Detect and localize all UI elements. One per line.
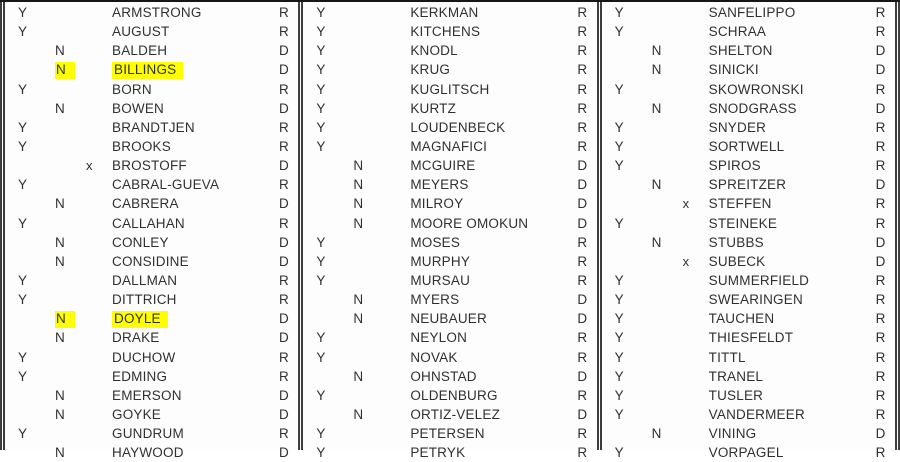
vote-no-cell: N [651, 43, 662, 59]
vote-row [602, 348, 895, 367]
vote-row [602, 290, 895, 309]
vote-row [5, 290, 298, 309]
member-name: MOORE OMOKUN [410, 215, 529, 231]
vote-row [5, 271, 298, 290]
party-cell: D [577, 196, 588, 212]
party-cell: R [875, 24, 886, 40]
party-cell: D [279, 311, 289, 327]
vote-no-cell: N [651, 100, 662, 116]
vote-row [5, 214, 298, 233]
party-cell: R [875, 387, 886, 403]
party-cell: R [279, 273, 289, 289]
party-cell: R [577, 426, 588, 442]
party-cell: R [279, 119, 289, 135]
party-cell: R [279, 5, 289, 21]
party-cell: D [875, 43, 886, 59]
member-name: MURPHY [410, 253, 471, 269]
vote-no-cell: N [55, 445, 65, 461]
vote-row [602, 22, 895, 41]
member-name: BORN [112, 81, 152, 97]
member-name: THIESFELDT [708, 330, 794, 346]
vote-yes-cell: Y [614, 158, 624, 174]
vote-column-1 [0, 2, 298, 461]
party-cell: R [279, 292, 289, 308]
member-name: SINICKI [708, 62, 759, 78]
party-cell: D [875, 426, 886, 442]
member-name: STEFFEN [708, 196, 772, 212]
vote-row [602, 309, 895, 328]
party-cell: D [279, 62, 289, 78]
member-name: KURTZ [410, 100, 457, 116]
vote-row [303, 386, 596, 405]
vote-yes-cell: Y [316, 24, 326, 40]
member-name: SUBECK [708, 253, 766, 269]
vote-row [602, 405, 895, 424]
party-cell: D [279, 407, 289, 423]
party-cell: D [577, 407, 588, 423]
vote-row [5, 99, 298, 118]
vote-row [5, 80, 298, 99]
member-name: KUGLITSCH [410, 81, 490, 97]
party-cell: R [577, 387, 588, 403]
vote-row [5, 41, 298, 60]
vote-row [602, 271, 895, 290]
member-name: BALDEH [112, 43, 168, 59]
vote-row [602, 99, 895, 118]
member-name: SWEARINGEN [708, 292, 803, 308]
vote-row [303, 99, 596, 118]
vote-row [303, 118, 596, 137]
vote-yes-cell: Y [316, 445, 326, 461]
vote-not-voting-cell: x [682, 253, 690, 269]
vote-yes-cell: Y [316, 43, 326, 59]
party-cell: R [279, 81, 289, 97]
highlight-mark: DOYLE [112, 311, 168, 328]
vote-yes-cell: Y [18, 5, 28, 21]
vote-yes-cell: Y [614, 24, 624, 40]
vote-row [5, 156, 298, 175]
member-name: BRANDTJEN [112, 119, 195, 135]
vote-yes-cell: Y [316, 81, 326, 97]
vote-not-voting-cell: x [86, 158, 93, 174]
party-cell: D [279, 43, 289, 59]
party-cell: R [279, 177, 289, 193]
vote-row [602, 80, 895, 99]
vote-row [602, 118, 895, 137]
member-name: GOYKE [112, 407, 162, 423]
party-cell: D [279, 445, 289, 461]
vote-row [5, 194, 298, 213]
vote-row [303, 156, 596, 175]
vote-row [602, 156, 895, 175]
member-name: SNYDER [708, 119, 767, 135]
vote-yes-cell: Y [614, 215, 624, 231]
vote-no-cell: N [55, 407, 65, 423]
vote-no-cell: N [353, 292, 364, 308]
member-name: KERKMAN [410, 5, 479, 21]
vote-row [5, 22, 298, 41]
party-cell: R [577, 330, 588, 346]
party-cell: R [577, 445, 588, 461]
member-name: AUGUST [112, 24, 170, 40]
party-cell: R [577, 24, 588, 40]
vote-no-cell: N [353, 311, 364, 327]
party-cell: R [875, 196, 886, 212]
vote-row [303, 405, 596, 424]
party-cell: D [875, 100, 886, 116]
party-cell: R [577, 253, 588, 269]
member-name: MURSAU [410, 273, 471, 289]
party-cell: R [875, 445, 886, 461]
member-name: KRUG [410, 62, 451, 78]
member-name: TUSLER [708, 387, 764, 403]
vote-yes-cell: Y [18, 177, 28, 193]
member-name: SHELTON [708, 43, 773, 59]
vote-yes-cell: Y [18, 273, 28, 289]
member-name: CONLEY [112, 234, 169, 250]
party-cell: D [577, 292, 588, 308]
member-name: SPIROS [708, 158, 761, 174]
party-cell: R [279, 368, 289, 384]
party-cell: R [875, 81, 886, 97]
member-name: OLDENBURG [410, 387, 498, 403]
vote-no-cell: N [651, 177, 662, 193]
party-cell: R [577, 273, 588, 289]
party-cell: D [279, 387, 289, 403]
vote-row [602, 443, 895, 462]
vote-no-cell: N [353, 158, 364, 174]
party-cell: R [875, 158, 886, 174]
member-name: DRAKE [112, 330, 160, 346]
vote-row [303, 3, 596, 22]
highlight-mark: N [55, 311, 75, 328]
vote-row [602, 252, 895, 271]
party-cell: D [577, 311, 588, 327]
vote-row [602, 328, 895, 347]
party-cell: R [875, 349, 886, 365]
highlight-mark: N [55, 62, 75, 79]
vote-row [5, 443, 298, 462]
member-name: SNODGRASS [708, 100, 797, 116]
vote-no-cell: N [55, 234, 65, 250]
vote-row [602, 137, 895, 156]
vote-yes-cell: Y [316, 253, 326, 269]
member-name: NEUBAUER [410, 311, 487, 327]
vote-row [5, 118, 298, 137]
member-name: NOVAK [410, 349, 458, 365]
party-cell: D [875, 62, 886, 78]
vote-row [602, 386, 895, 405]
party-cell: R [279, 215, 289, 231]
member-name: DITTRICH [112, 292, 177, 308]
member-name [112, 311, 279, 326]
member-name: CABRAL-GUEVA [112, 177, 220, 193]
member-name: KITCHENS [410, 24, 481, 40]
vote-row [602, 175, 895, 194]
member-name: MAGNAFICI [410, 139, 488, 155]
vote-yes-cell: Y [18, 139, 28, 155]
member-name: ORTIZ-VELEZ [410, 407, 501, 423]
member-name: OHNSTAD [410, 368, 477, 384]
vote-yes-cell: Y [316, 330, 326, 346]
vote-row [303, 233, 596, 252]
party-cell: R [577, 43, 588, 59]
vote-yes-cell: Y [18, 292, 28, 308]
vote-row [5, 386, 298, 405]
vote-no-cell: N [55, 43, 65, 59]
vote-no-cell: N [353, 196, 364, 212]
member-name: SPREITZER [708, 177, 787, 193]
vote-row [602, 233, 895, 252]
vote-yes-cell: Y [18, 81, 28, 97]
party-cell: D [279, 196, 289, 212]
party-cell: D [577, 215, 588, 231]
member-name: BOWEN [112, 100, 165, 116]
party-cell: R [279, 24, 289, 40]
vote-row [5, 405, 298, 424]
vote-yes-cell: Y [18, 426, 28, 442]
party-cell: R [875, 407, 886, 423]
vote-yes-cell: Y [614, 387, 624, 403]
member-name: EMERSON [112, 387, 182, 403]
vote-row [303, 175, 596, 194]
vote-row [303, 41, 596, 60]
vote-row [602, 367, 895, 386]
vote-column-2 [298, 2, 596, 461]
vote-row [303, 290, 596, 309]
vote-no-cell: N [55, 100, 65, 116]
party-cell: R [875, 330, 886, 346]
vote-yes-cell: Y [316, 5, 326, 21]
party-cell: R [577, 234, 588, 250]
party-cell: R [577, 100, 588, 116]
member-name [112, 62, 279, 77]
vote-no-cell: N [651, 234, 662, 250]
party-cell: D [875, 177, 886, 193]
member-name: PETRYK [410, 445, 466, 461]
vote-row [602, 41, 895, 60]
member-name: HAYWOOD [112, 445, 184, 461]
vote-row [303, 214, 596, 233]
vote-no-cell: N [353, 177, 364, 193]
vote-row [303, 424, 596, 443]
vote-no-cell: N [55, 253, 65, 269]
vote-yes-cell: Y [614, 330, 624, 346]
vote-yes-cell: Y [614, 139, 624, 155]
party-cell: R [875, 139, 886, 155]
party-cell: R [577, 119, 588, 135]
vote-no-cell: N [353, 368, 364, 384]
member-name: MCGUIRE [410, 158, 476, 174]
highlight-mark: BILLINGS [112, 62, 183, 79]
member-name: LOUDENBECK [410, 119, 506, 135]
vote-row [5, 367, 298, 386]
vote-yes-cell: Y [18, 119, 28, 135]
member-name: VORPAGEL [708, 445, 784, 461]
party-cell: R [279, 426, 289, 442]
vote-row [303, 22, 596, 41]
vote-yes-cell: Y [316, 349, 326, 365]
member-name: MEYERS [410, 177, 469, 193]
party-cell: D [279, 253, 289, 269]
member-name: VINING [708, 426, 757, 442]
member-name: CALLAHAN [112, 215, 185, 231]
vote-row [5, 328, 298, 347]
member-name: SKOWRONSKI [708, 81, 804, 97]
vote-row [303, 367, 596, 386]
vote-yes-cell: Y [614, 5, 624, 21]
party-cell: D [279, 158, 289, 174]
member-name: TRANEL [708, 368, 764, 384]
member-name: ARMSTRONG [112, 5, 202, 21]
vote-yes-cell: Y [18, 349, 28, 365]
vote-yes-cell: Y [614, 311, 624, 327]
member-name: MOSES [410, 234, 461, 250]
vote-row [303, 80, 596, 99]
vote-no-cell: N [353, 407, 364, 423]
vote-column-3 [597, 2, 900, 461]
member-name: CONSIDINE [112, 253, 189, 269]
vote-row [303, 60, 596, 79]
party-cell: R [875, 368, 886, 384]
member-name: BROSTOFF [112, 158, 187, 174]
vote-yes-cell: Y [316, 273, 326, 289]
vote-no-cell: N [55, 387, 65, 403]
vote-yes-cell: Y [316, 387, 326, 403]
vote-yes-cell: Y [316, 139, 326, 155]
party-cell: D [279, 234, 289, 250]
vote-no-cell: N [353, 215, 364, 231]
vote-row [303, 443, 596, 462]
vote-no-cell [55, 311, 86, 326]
member-name: VANDERMEER [708, 407, 805, 423]
vote-yes-cell: Y [614, 119, 624, 135]
party-cell: R [875, 215, 886, 231]
vote-yes-cell: Y [316, 100, 326, 116]
vote-row [5, 60, 298, 79]
vote-row [602, 3, 895, 22]
vote-yes-cell: Y [614, 81, 624, 97]
member-name: KNODL [410, 43, 458, 59]
member-name: STUBBS [708, 234, 764, 250]
vote-yes-cell: Y [316, 62, 326, 78]
party-cell: R [577, 5, 588, 21]
member-name: SUMMERFIELD [708, 273, 810, 289]
vote-yes-cell: Y [614, 368, 624, 384]
member-name: BROOKS [112, 139, 171, 155]
vote-row [303, 194, 596, 213]
vote-row [303, 271, 596, 290]
vote-yes-cell: Y [614, 445, 624, 461]
vote-row [602, 424, 895, 443]
party-cell: D [279, 100, 289, 116]
party-cell: R [875, 292, 886, 308]
vote-row [5, 175, 298, 194]
member-name: GUNDRUM [112, 426, 184, 442]
vote-row [303, 328, 596, 347]
vote-yes-cell: Y [316, 234, 326, 250]
vote-row [5, 348, 298, 367]
party-cell: R [577, 81, 588, 97]
member-name: MYERS [410, 292, 460, 308]
vote-row [602, 214, 895, 233]
member-name: STEINEKE [708, 215, 778, 231]
vote-row [5, 137, 298, 156]
member-name: SORTWELL [708, 139, 785, 155]
vote-row [602, 60, 895, 79]
vote-no-cell: N [55, 196, 65, 212]
party-cell: D [577, 368, 588, 384]
member-name: EDMING [112, 368, 168, 384]
member-name: TAUCHEN [708, 311, 775, 327]
vote-yes-cell: Y [614, 292, 624, 308]
vote-yes-cell: Y [18, 24, 28, 40]
party-cell: D [875, 234, 886, 250]
vote-no-cell [55, 62, 86, 77]
vote-row [5, 233, 298, 252]
vote-row [303, 309, 596, 328]
vote-row [303, 252, 596, 271]
party-cell: R [577, 139, 588, 155]
party-cell: D [577, 177, 588, 193]
member-name: SANFELIPPO [708, 5, 796, 21]
member-name: PETERSEN [410, 426, 485, 442]
vote-row [303, 137, 596, 156]
vote-yes-cell: Y [614, 273, 624, 289]
party-cell: R [577, 62, 588, 78]
party-cell: D [875, 253, 886, 269]
vote-not-voting-cell: x [682, 196, 690, 212]
member-name: NEYLON [410, 330, 468, 346]
party-cell: R [875, 119, 886, 135]
vote-no-cell: N [651, 62, 662, 78]
vote-yes-cell: Y [316, 119, 326, 135]
party-cell: R [875, 5, 886, 21]
vote-yes-cell: Y [614, 407, 624, 423]
member-name: CABRERA [112, 196, 179, 212]
party-cell: R [279, 139, 289, 155]
member-name: TITTL [708, 349, 746, 365]
party-cell: R [875, 311, 886, 327]
vote-row [5, 424, 298, 443]
member-name: DUCHOW [112, 349, 176, 365]
vote-row [5, 3, 298, 22]
vote-row [303, 348, 596, 367]
party-cell: D [279, 330, 289, 346]
vote-row [602, 194, 895, 213]
party-cell: R [875, 273, 886, 289]
party-cell: R [279, 349, 289, 365]
vote-row [5, 252, 298, 271]
vote-no-cell: N [651, 426, 662, 442]
party-cell: R [577, 349, 588, 365]
member-name: MILROY [410, 196, 464, 212]
vote-yes-cell: Y [18, 215, 28, 231]
vote-yes-cell: Y [316, 426, 326, 442]
vote-yes-cell: Y [18, 368, 28, 384]
member-name: DALLMAN [112, 273, 178, 289]
vote-row [5, 309, 298, 328]
party-cell: D [577, 158, 588, 174]
vote-yes-cell: Y [614, 349, 624, 365]
member-name: SCHRAA [708, 24, 767, 40]
vote-no-cell: N [55, 330, 65, 346]
